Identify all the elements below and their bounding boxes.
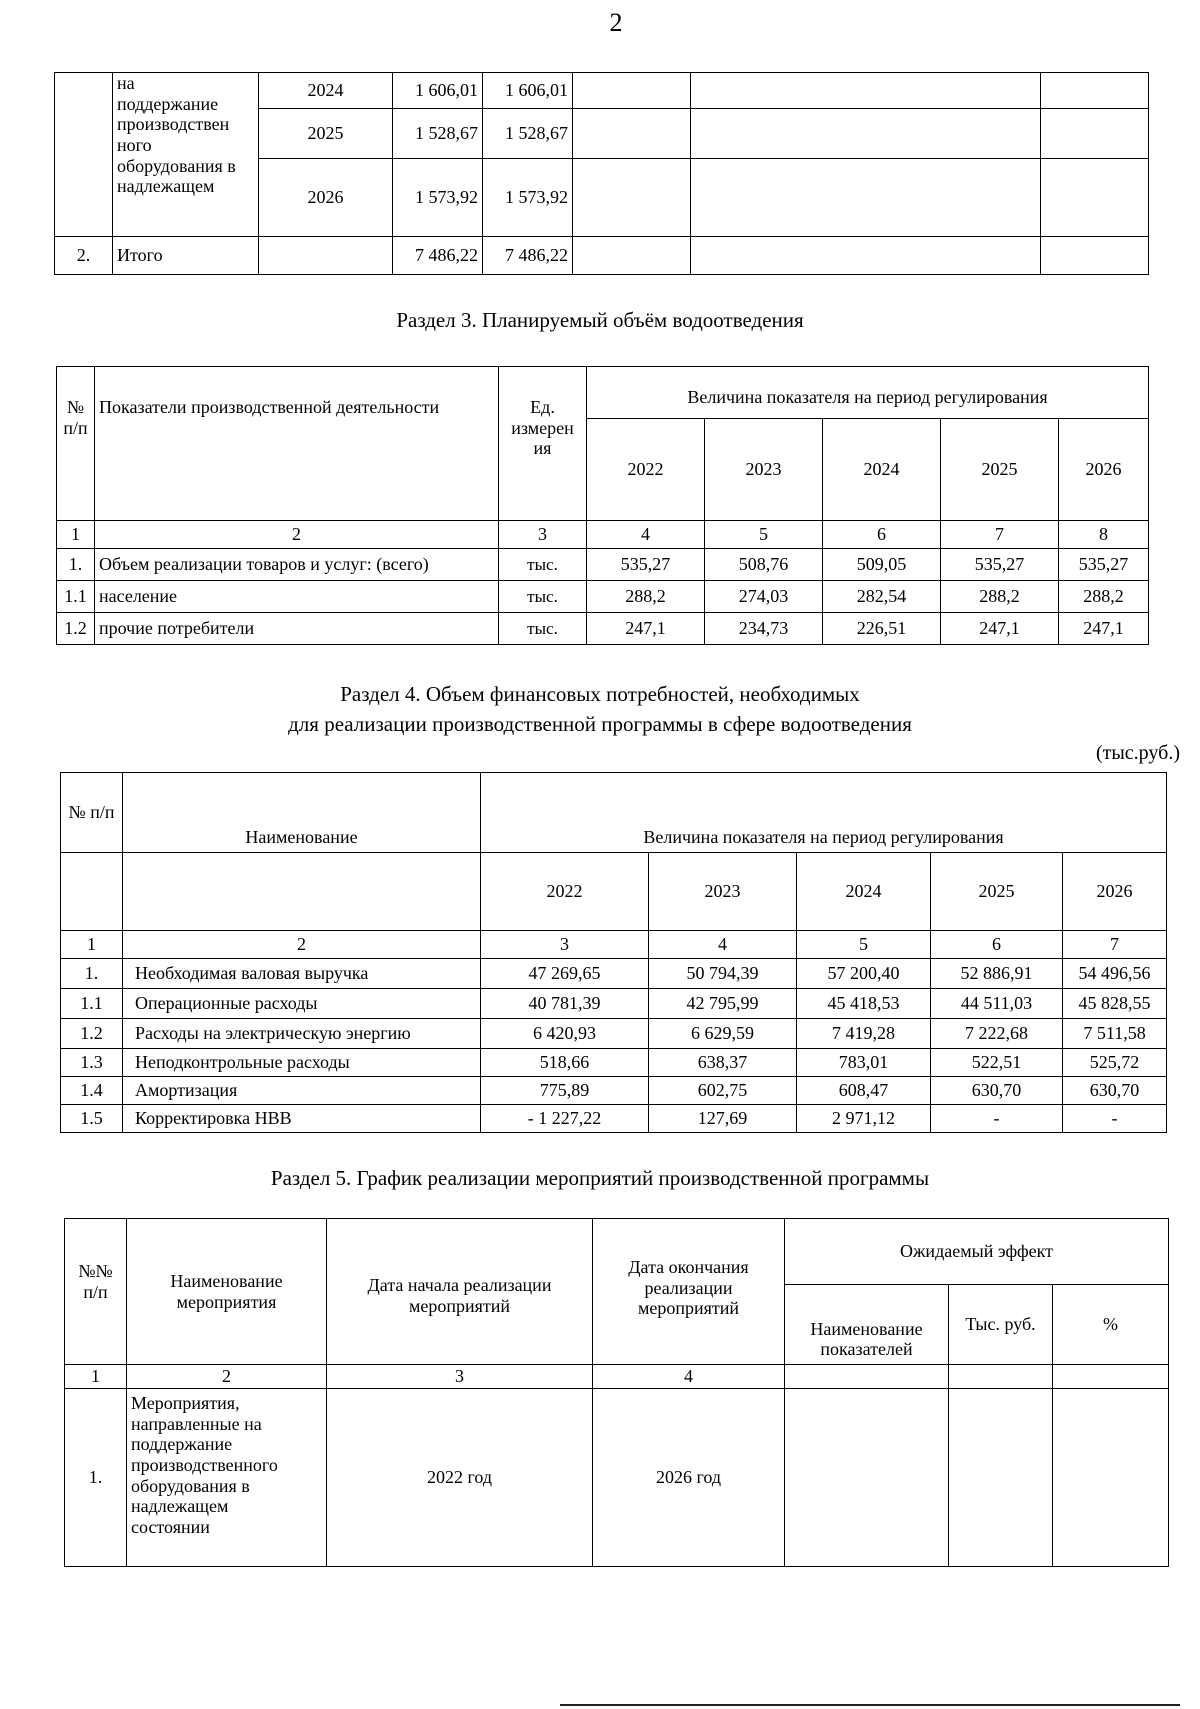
s4-year: 2026 (1063, 853, 1167, 931)
s3-hdr-period: Величина показателя на период регулирования (587, 367, 1149, 419)
t1-value: 1 528,67 (483, 109, 573, 159)
s3-year: 2022 (587, 419, 705, 521)
scan-edge-line (560, 1704, 1180, 1706)
section3-table (56, 366, 1149, 645)
s4-hdr-period: Величина показателя на период регулирования (481, 773, 1167, 853)
s4-colnum: 2 (123, 931, 481, 959)
s4-colnum: 7 (1063, 931, 1167, 959)
table-row: 1.1 Операционные расходы 40 781,39 42 795,99 45 418,53 44 511,03 45 828,55 (61, 989, 1167, 1019)
s4-year: 2024 (797, 853, 931, 931)
t1-year: 2024 (259, 73, 393, 109)
s4-year: 2023 (649, 853, 797, 931)
t1-year: 2026 (259, 159, 393, 237)
s3-colnum: 7 (941, 521, 1059, 549)
s5-hdr-effect: Ожидаемый эффект (785, 1219, 1169, 1285)
s3-colnum: 2 (95, 521, 499, 549)
s5-hdr-num: №№ п/п (65, 1219, 127, 1365)
s4-colnum: 5 (797, 931, 931, 959)
t1-label-line: поддержание (117, 93, 219, 114)
s5-event-name-line: надлежащем (131, 1496, 229, 1517)
t1-value: 1 573,92 (483, 159, 573, 237)
s5-event-name-line: направленные на (131, 1413, 262, 1434)
s3-hdr-unit: Ед. измерен ия (499, 367, 587, 521)
table-row: 1. Мероприятия, направленные на поддержание производственного оборудования в надлежащем состоянии 2022 год 2026 год (65, 1389, 1169, 1567)
section5-table (64, 1218, 1169, 1567)
t1-num-cell (55, 73, 113, 237)
s5-event-name (127, 1389, 327, 1567)
s3-colnum: 3 (499, 521, 587, 549)
s5-hdr-pct: % (1053, 1285, 1169, 1365)
s3-colnum: 4 (587, 521, 705, 549)
t1-label-line: надлежащем (117, 176, 215, 197)
section4-unit-note: (тыс.руб.) (1095, 742, 1180, 764)
s5-event-name-line: оборудования в (131, 1475, 250, 1496)
s3-year: 2025 (941, 419, 1059, 521)
s5-colnum: 4 (593, 1365, 785, 1389)
table-row: 1.3 Неподконтрольные расходы 518,66 638,37 783,01 522,51 525,72 (61, 1049, 1167, 1077)
s5-end-date: 2026 год (593, 1389, 785, 1567)
t1-value: 1 606,01 (393, 73, 483, 109)
s5-hdr-end: Дата окончания реализации мероприятий (593, 1219, 785, 1365)
table-row: 1. Необходимая валовая выручка 47 269,65 50 794,39 57 200,40 52 886,91 54 496,56 (61, 959, 1167, 989)
page-number: 2 (609, 8, 623, 37)
s5-colnum: 1 (65, 1365, 127, 1389)
s4-colnum: 3 (481, 931, 649, 959)
table-row: 1. Объем реализации товаров и услуг: (всего) тыс. 535,27 508,76 509,05 535,27 535,27 (57, 549, 1149, 581)
t1-label-cell (113, 73, 259, 237)
t1-label-line: оборудования в (117, 155, 236, 176)
s5-event-name-line: состоянии (131, 1517, 210, 1538)
t1-year: 2025 (259, 109, 393, 159)
s5-event-name-line: поддержание (131, 1434, 233, 1455)
t1-value: 1 606,01 (483, 73, 573, 109)
section4-table (60, 772, 1167, 1133)
s4-colnum: 1 (61, 931, 123, 959)
table-row: 1.2 Расходы на электрическую энергию 6 420,93 6 629,59 7 419,28 7 222,68 7 511,58 (61, 1019, 1167, 1049)
s4-colnum: 6 (931, 931, 1063, 959)
t1-value: 1 528,67 (393, 109, 483, 159)
s5-colnum: 3 (327, 1365, 593, 1389)
s3-colnum: 6 (823, 521, 941, 549)
s3-year: 2023 (705, 419, 823, 521)
s3-year: 2026 (1059, 419, 1149, 521)
table-row: 1.2 прочие потребители тыс. 247,1 234,73 226,51 247,1 247,1 (57, 613, 1149, 645)
t1-total-label: Итого (113, 237, 259, 275)
t1-total-num: 2. (55, 237, 113, 275)
s3-colnum: 1 (57, 521, 95, 549)
t1-value: 1 573,92 (393, 159, 483, 237)
table-continuation (54, 72, 1149, 275)
section3-title: Раздел 3. Планируемый объём водоотведения (396, 308, 804, 332)
t1-label-line: ного (117, 135, 152, 156)
section4-title-line2: для реализации производственной программы в сфере водоотведения (288, 712, 912, 736)
s5-colnum: 2 (127, 1365, 327, 1389)
s5-event-name-line: Мероприятия, (131, 1393, 240, 1413)
t1-label-line: производствен (117, 114, 230, 135)
s5-hdr-indicators: Наименование показателей (785, 1285, 949, 1365)
s5-hdr-start: Дата начала реализации мероприятий (327, 1219, 593, 1365)
t1-total-value: 7 486,22 (393, 237, 483, 275)
s5-hdr-rub: Тыс. руб. (949, 1285, 1053, 1365)
s3-hdr-name: Показатели производственной деятельности (95, 367, 499, 521)
s3-year: 2024 (823, 419, 941, 521)
t1-label-line: на (117, 73, 135, 93)
s4-hdr-num: № п/п (61, 773, 123, 853)
s3-colnum: 8 (1059, 521, 1149, 549)
section4-title-line1: Раздел 4. Объем финансовых потребностей, необходимых (340, 682, 860, 706)
s4-colnum: 4 (649, 931, 797, 959)
s5-event-name-line: производственного (131, 1455, 278, 1476)
s4-year: 2022 (481, 853, 649, 931)
s5-start-date: 2022 год (327, 1389, 593, 1567)
s4-year: 2025 (931, 853, 1063, 931)
table-row: 1.4 Амортизация 775,89 602,75 608,47 630,70 630,70 (61, 1077, 1167, 1105)
s5-hdr-name: Наименование мероприятия (127, 1219, 327, 1365)
t1-total-value: 7 486,22 (483, 237, 573, 275)
s3-colnum: 5 (705, 521, 823, 549)
s3-hdr-num: № п/п (57, 367, 95, 521)
s4-hdr-name: Наименование (123, 773, 481, 853)
table-row: 1.1 население тыс. 288,2 274,03 282,54 288,2 288,2 (57, 581, 1149, 613)
section5-title: Раздел 5. График реализации мероприятий производственной программы (270, 1166, 930, 1190)
table-row: 1.5 Корректировка НВВ - 1 227,22 127,69 2 971,12 - - (61, 1105, 1167, 1133)
